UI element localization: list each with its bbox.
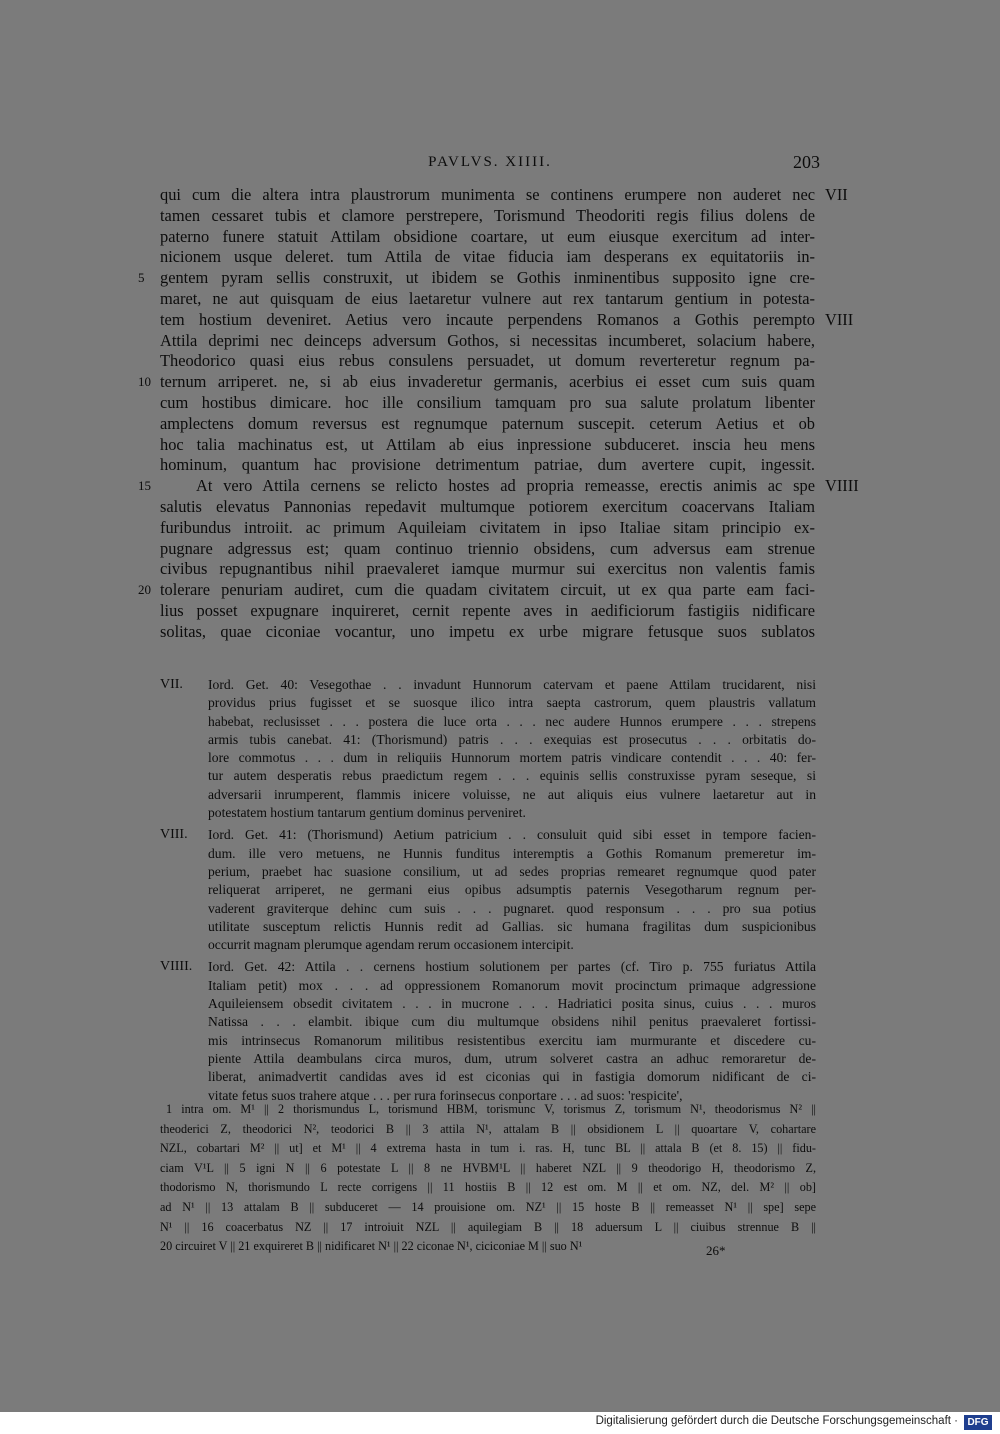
source-note-line: Natissa . . . elambit. ibique cum diu multumque obsidens nihil penitus praevaleret fortissi- <box>208 1014 816 1030</box>
text-line <box>160 309 854 331</box>
text-line <box>160 497 815 518</box>
line-number: 15 <box>138 478 151 494</box>
text-line <box>160 331 815 352</box>
text-line <box>160 289 815 310</box>
line-text: gentem pyram sellis construxit, ut ibidem se Gothis inminentibus supposito igne cre- <box>160 268 815 288</box>
chapter-marker: VIII <box>825 309 854 329</box>
text-line <box>138 476 859 497</box>
source-note-line: vaderent graviterque dehinc cum suis . . . pugnaret. quod responsum . . . pro sua potius <box>208 900 816 916</box>
line-text: tamen cessaret tubis et clamore perstrepere, Torismund Theodoriti regis filius dolens de <box>160 205 815 225</box>
line-text: pugnare adgressus est; quam continuo triennio obsidens, cum adversus eam strenue <box>160 538 815 558</box>
line-text: Attila deprimi nec deinceps adversum Gothos, si necessitas incumberet, solacium habere, <box>160 330 815 350</box>
line-text: hominum, quantum hac provisione detrimentum patriae, dum avertere cupit, ingessit. <box>160 455 815 475</box>
source-note-line: perium, praebet hac suasione consilium, ut ad sedes proprias remearet regnumque quod pater <box>208 863 816 879</box>
source-note <box>160 676 816 822</box>
apparatus-line: thodorismo N, thorismundo L recte corrigens || 11 hostiis B || 12 est om. M || et om. NZ, del. M² || ob] <box>160 1180 816 1195</box>
main-text <box>138 185 859 643</box>
text-line <box>160 247 815 268</box>
source-note <box>160 826 816 954</box>
source-note-line: dum. ille vero metuens, ne Hunnis funditus interemptis a Gothis Romanum premeretur im- <box>208 845 816 861</box>
line-number: 5 <box>138 270 145 286</box>
line-text: furibundus introiit. ac primum Aquileiam civitatem in ipso Italiae sitam principio ex- <box>160 517 815 537</box>
apparatus-line: N¹ || 16 coacerbatus NZ || 17 introiuit NZL || aquilegiam B || 18 aduersum L || ciuibus strennue B || <box>160 1219 816 1234</box>
text-line <box>160 539 815 560</box>
line-number: 10 <box>138 374 151 390</box>
apparatus-line: ciam V¹L || 5 igni N || 6 potestate L || 8 ne HVBM¹L || haberet NZL || 9 theodorigo H, theodorismo Z, <box>160 1160 816 1175</box>
source-note-line: providus prius fugisset et se suosque ilico intra saepta castrorum, quem plaustris vallatum <box>208 695 816 711</box>
line-text: lius posset expugnare inquireret, cernit repente aves in aedificiorum fastigiis nidificare <box>160 600 815 620</box>
line-text: ternum arriperet. ne, si ab eius invaderetur germanis, acerbius ei esset cum suis quam <box>160 372 815 392</box>
line-text: tem hostium deveniret. Aetius vero incaute perpendens Romanos a Gothis perempto <box>160 309 815 329</box>
source-note-line: liberat, animadvertit candidas aves id est ciconias qui in fastigia domorum nidificant de ci- <box>208 1069 816 1085</box>
source-note-label: VIIII. <box>160 959 193 975</box>
line-text: maret, ne aut quisquam de eius laetaretur vulnere aut rex tantarum gentium in potesta- <box>160 288 815 308</box>
signature-mark: 26* <box>706 1243 726 1258</box>
line-text: amplectens domum reversus est regnumque paternum suscepit. ceterum Aetius et ob <box>160 413 815 433</box>
source-note-line: Iord. Get. 42: Attila . . cernens hostium solutionem per partes (cf. Tiro p. 755 furiatus Attila <box>208 959 816 975</box>
line-text: qui cum die altera intra plaustrorum munimenta se continens erumpere non auderet nec <box>160 185 815 204</box>
source-note-line: habebat, reclusisset . . . postera die luce orta . . . nec audere Hunnos erumpere . . . strepens <box>208 713 816 729</box>
source-note-line: tur autem desperatis rebus praedictum regem . . . equinis sellis construxisse pyram seseque, si <box>208 768 816 784</box>
source-note-line: Iord. Get. 41: (Thorismund) Aetium patricium . . consuluit quid sibi esset in tempore facien- <box>208 827 816 843</box>
source-note-line: vitate fetus suos trahere atque . . . per rura forinsecus conportare . . . ad suos: 'respicite', <box>208 1087 683 1103</box>
text-line <box>160 227 815 248</box>
source-note-line: armis tubis canebat. 41: (Thorismund) patris . . . exequias est prosecutus . . . orbitatis do- <box>208 731 816 747</box>
line-text: tolerare penuriam audiret, cum die quadam civitatem circuit, ut ex qua parte eam faci- <box>160 580 815 600</box>
source-notes <box>160 676 816 1105</box>
line-text: At vero Attila cernens se relicto hostes ad propria remeasse, erectis animis ac spe <box>196 476 815 496</box>
line-text: paterno funere statuit Attilam obsidione coartare, ut eum eiusque exercitum ad inter- <box>160 226 815 246</box>
apparatus-line: 1 intra om. M¹ || 2 thorismundus L, torismund HBM, torismunc V, torismus Z, torismum N¹, theodorismus N² || <box>166 1102 816 1116</box>
text-line <box>138 268 815 289</box>
source-note-line: piente Attila deambulans circa muros, dum, utrum solveret castra an adhuc remoraretur de- <box>208 1050 816 1066</box>
running-head <box>160 150 820 174</box>
chapter-marker: VII <box>825 185 848 204</box>
line-text: hoc talia machinatus est, ut Attilam ab eius inpressione subduceret. inscia heu mens <box>160 434 815 454</box>
source-note-line: reliquerat arriperet, ne germani eius opibus adsumptis paternis Vesegotharum regnum per- <box>208 882 816 898</box>
source-note-line: potestatem hostium tantarum gentium dominus perveniret. <box>208 805 526 821</box>
source-note-line: Italiam petit) mox . . . ad oppressionem Romanorum movit procinctum primaque adgressione <box>208 977 816 993</box>
apparatus-line: ad N¹ || 13 attalam B || subduceret — 14 prouisione om. NZ¹ || 15 hoste B || remeasset N¹ || spe] sepe <box>160 1199 816 1214</box>
line-text: civibus repugnantibus nihil praevaleret iamque murmur sui exercitus non valentis famis <box>160 559 815 579</box>
critical-apparatus <box>160 1100 816 1257</box>
source-note-line: Iord. Get. 40: Vesegothae . . invadunt Hunnorum catervam et paene Attilam trucidarent, nisi <box>208 677 816 692</box>
apparatus-line: NZL, cobartari M² || ut] et M¹ || 4 extrema hasta in tum i. ras. H, tunc BL || attala B (et 8. 15) || fidu- <box>160 1141 816 1156</box>
source-note-line: occurrit magnam plerumque agendam rerum occasionem intercipit. <box>208 937 574 953</box>
text-line <box>160 455 815 476</box>
text-line <box>138 580 815 601</box>
text-line <box>160 414 815 435</box>
text-line <box>160 206 815 227</box>
running-title: PAVLVS. XIIII. <box>428 154 552 170</box>
source-note-line: mis intrinsecus Romanorum militibus resistentibus exercitu iam murmurante et discedere cu- <box>208 1032 816 1048</box>
page-number: 203 <box>793 152 820 172</box>
apparatus-line: theoderici Z, theodorici N², teodorici B || 3 attila N¹, attalam B || obsidionem L || quoartare V, cohartare <box>160 1121 816 1136</box>
source-note-label: VIII. <box>160 827 188 843</box>
text-line <box>160 185 848 206</box>
funding-credit: Digitalisierung gefördert durch die Deutsche Forschungsgemeinschaft · <box>595 1415 958 1427</box>
line-text: nicionem usque deleret. tum Attila de vitae fiducia iam desperans ex equitatoriis in- <box>160 247 815 267</box>
source-note-line: lore commotus . . . dum in reliquiis Hunnorum mortem patris vindicare contendit . . . 40: fer- <box>208 750 816 766</box>
text-line <box>160 559 815 580</box>
line-text: Theodorico quasi eius rebus consulens persuadet, ut domum reverteretur regnum pa- <box>160 351 815 371</box>
source-note <box>160 958 816 1104</box>
line-text: salutis elevatus Pannonias repedavit multumque potiorem exercitum coacervans Italiam <box>160 496 815 516</box>
chapter-marker: VIIII <box>825 476 859 496</box>
source-note-line: adversarii inrumperent, flammis inicere voluisse, ne aut aliquis eius vulnere laetaretur aut in <box>208 786 816 802</box>
line-text: solitas, quae ciconiae vocantur, uno impetu ex urbe migrare fetusque suos sublatos <box>160 621 815 641</box>
line-text: cum hostibus dimicare. hoc ille consilium tamquam pro sua salute prolatum libenter <box>160 392 815 412</box>
text-line <box>138 372 815 393</box>
text-line <box>160 393 815 414</box>
source-note-label: VII. <box>160 677 183 692</box>
source-note-line: utilitate susceptum relictis Hunnis redit ad Gallias. sic humana fragilitas dum suspicionibus <box>208 918 816 934</box>
line-number: 20 <box>138 582 151 598</box>
apparatus-line: 20 circuiret V || 21 exquireret B || nidificaret N¹ || 22 ciconae N¹, ciciconiae M || suo N¹ <box>160 1239 583 1254</box>
text-line <box>160 435 815 456</box>
dfg-logo: DFG <box>964 1415 992 1430</box>
text-line <box>160 601 815 622</box>
text-line <box>160 518 815 539</box>
footer-bar <box>0 1412 1000 1434</box>
text-line <box>160 622 815 643</box>
source-note-line: Aquileiensem obsedit civitatem . . . in mucrone . . . Hadriatici posita sinus, cuius . . . muros <box>208 996 816 1012</box>
text-line <box>160 351 815 372</box>
